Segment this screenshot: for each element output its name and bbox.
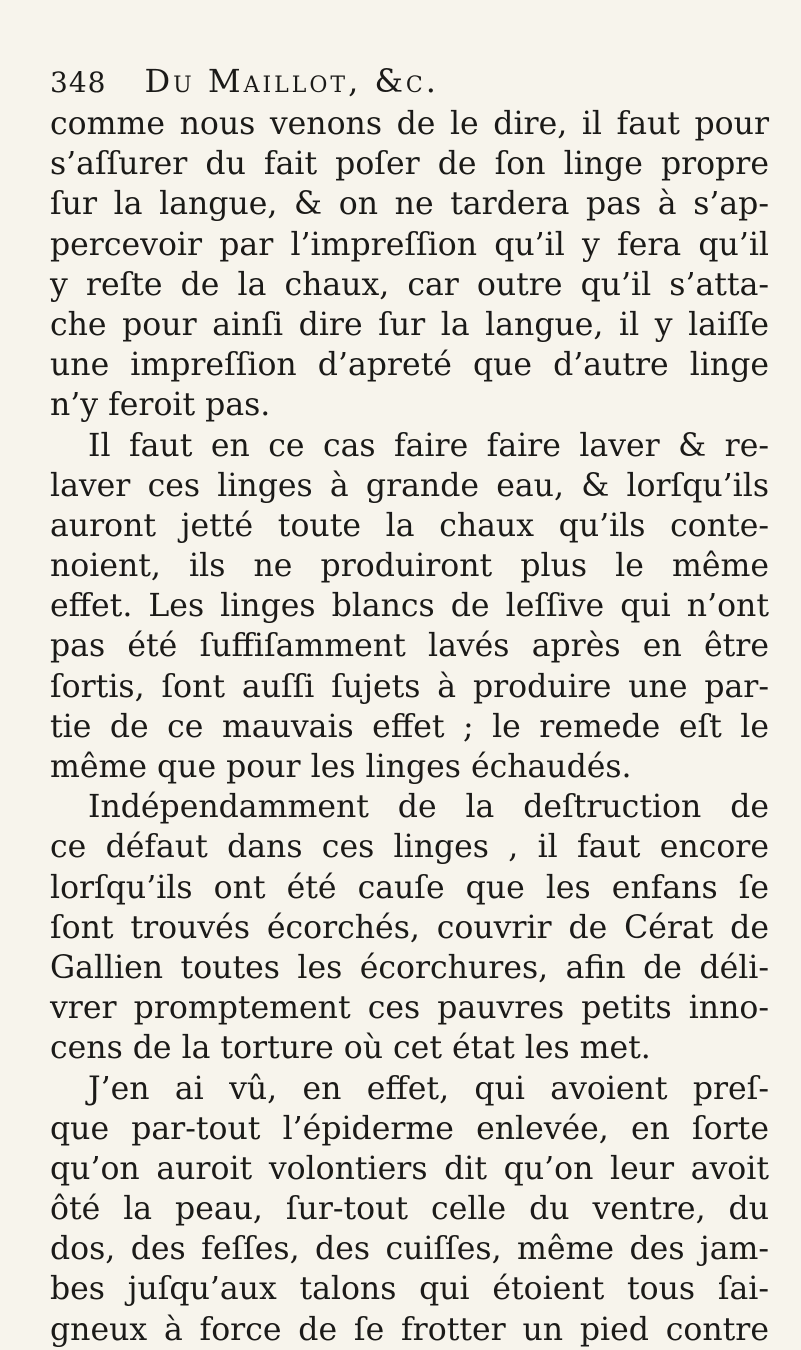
text-line: ſont trouvés écorchés, couvrir de Cérat de (50, 909, 769, 946)
text-line: Gallien toutes les écorchures, afin de déli- (50, 949, 769, 986)
text-line: gneux à force de ſe frotter un pied contre (50, 1311, 769, 1348)
text-line: noient, ils ne produiront plus le même (50, 548, 769, 585)
running-head: Du Maillot, &c. (144, 62, 439, 100)
paragraph-start-line: Indépendamment de la deſtruction de (88, 789, 769, 826)
text-line: laver ces linges à grande eau, & lorſqu’ils (50, 467, 769, 504)
text-line: vrer promptement ces pauvres petits inno- (50, 990, 769, 1027)
body-text (50, 104, 769, 1350)
text-line: même que pour les linges échaudés. (50, 749, 632, 785)
text-line: tie de ce mauvais effet ; le remede eſt le (50, 708, 769, 745)
text-line: lorſqu’ils ont été cauſe que les enfans ſe (50, 869, 769, 906)
page-header (50, 58, 769, 104)
text-line: auront jetté toute la chaux qu’ils conte- (50, 507, 769, 544)
text-line: qu’on auroit volontiers dit qu’on leur avoit (50, 1150, 769, 1187)
text-line: y reſte de la chaux, car outre qu’il s’atta- (50, 266, 769, 303)
text-line: che pour ainſi dire ſur la langue, il y laiſſe (50, 306, 769, 343)
text-line: que par-tout l’épiderme enlevée, en ſorte (50, 1110, 769, 1147)
text-line: une impreſſion d’apreté que d’autre linge (50, 347, 769, 384)
text-line: pas été ſuffiſamment lavés après en être (50, 628, 769, 665)
text-line: cens de la torture où cet état les met. (50, 1030, 651, 1067)
text-line: ôté la peau, ſur-tout celle du ventre, du (50, 1191, 769, 1228)
text-line: effet. Les linges blancs de leſſive qui n’ont (50, 588, 769, 625)
text-line: ce défaut dans ces linges , il faut encore (50, 829, 769, 866)
text-line: n’y feroit pas. (50, 387, 271, 424)
page-number: 348 (50, 66, 107, 99)
text-line: bes juſqu’aux talons qui étoient tous ſai- (50, 1271, 769, 1308)
text-line: ſur la langue, & on ne tardera pas à s’ap- (50, 186, 769, 223)
paragraph-start-line: J’en ai vû, en effet, qui avoient preſ- (88, 1070, 769, 1107)
text-line: s’aſſurer du fait poſer de ſon linge propre (50, 146, 769, 183)
text-line: ſortis, ſont auſſi ſujets à produire une par- (50, 668, 769, 705)
text-line: comme nous venons de le dire, il faut pour (50, 106, 769, 142)
text-line: dos, des feſſes, des cuiſſes, même des jam- (50, 1231, 769, 1268)
text-line: percevoir par l’impreſſion qu’il y fera qu’il (50, 226, 769, 263)
paragraph-start-line: Il faut en ce cas faire faire laver & re- (88, 427, 769, 464)
